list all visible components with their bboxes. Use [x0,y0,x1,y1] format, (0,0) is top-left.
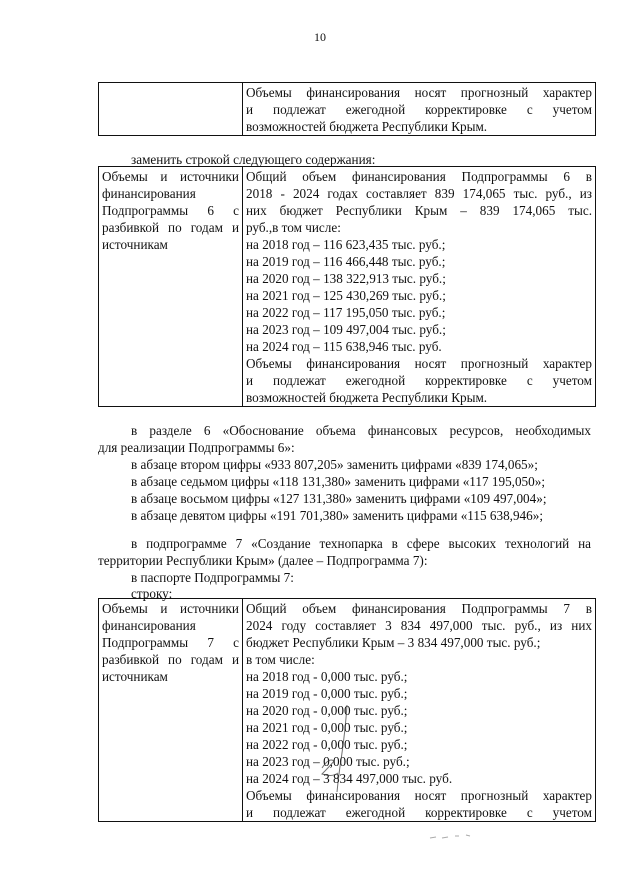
text-line: 2018 - 2024 годах составляет 839 174,065 тыс. руб., из [246,186,592,201]
replace-line: заменить строкой следующего содержания: [131,152,376,167]
text-line: на 2018 год – 116 623,435 тыс. руб.; [246,237,446,252]
table-right-cell [243,599,596,822]
text-line: в том числе: [246,652,315,667]
table-new-row-6 [98,166,596,407]
section6-line2: для реализации Подпрограммы 6»: [98,440,295,455]
text-line: на 2020 год – 138 322,913 тыс. руб.; [246,271,446,286]
text-line: Объемы финансирования носят прогнозный характер [246,788,592,803]
text-line: Общий объем финансирования Подпрограммы 7 в [246,601,592,616]
text-line: на 2023 год – 0,000 тыс. руб.; [246,754,410,769]
text-line: Объемы финансирования носят прогнозный характер [246,356,592,371]
text-line: и подлежат ежегодной корректировке с учетом [246,373,592,388]
text-line: финансирования [102,618,196,633]
section6-line1: в разделе 6 «Обоснование объема финансовых ресурсов, необходимых [131,423,591,438]
section6-item: в абзаце восьмом цифры «127 131,380» заменить цифрами «109 497,004»; [131,491,547,506]
text-line: руб.,в том числе: [246,220,341,235]
section6-item: в абзаце девятом цифры «191 701,380» заменить цифрами «115 638,946»; [131,508,543,523]
text-line: финансирования [102,186,196,201]
sub7-line3: в паспорте Подпрограммы 7: [131,570,294,585]
table-left-cell [99,167,243,407]
table-left-cell [99,599,243,822]
text-line: на 2023 год – 109 497,004 тыс. руб.; [246,322,446,337]
sub7-line2: территории Республики Крым» (далее – Подпрограмма 7): [98,553,428,568]
text-line: на 2018 год - 0,000 тыс. руб.; [246,669,408,684]
sub7-line1: в подпрограмме 7 «Создание технопарка в сфере высоких технологий на [131,536,591,551]
table-old-left-cell [99,83,243,136]
text-line: источникам [102,669,168,684]
text-line: на 2021 год – 125 430,269 тыс. руб.; [246,288,446,303]
text-line: бюджет Республики Крым – 3 834 497,000 тыс. руб.; [246,635,541,650]
text-line: и подлежат ежегодной корректировке с учетом [246,805,592,820]
text-line: источникам [102,237,168,252]
text-line: на 2019 год – 116 466,448 тыс. руб.; [246,254,446,269]
text-line: на 2021 год - 0,000 тыс. руб.; [246,720,408,735]
text-line: Объемы и источники [102,601,239,616]
section6-item: в абзаце втором цифры «933 807,205» заменить цифрами «839 174,065»; [131,457,538,472]
page-number: 10 [314,30,326,44]
text-line: Объемы финансирования носят прогнозный характер [246,85,592,100]
text-line: Подпрограммы 7 с [102,635,239,650]
text-line: на 2019 год - 0,000 тыс. руб.; [246,686,408,701]
text-line: них бюджет Республики Крым – 839 174,065 тыс. [246,203,592,218]
text-line: на 2024 год – 3 834 497,000 тыс. руб. [246,771,453,786]
text-line: на 2022 год - 0,000 тыс. руб.; [246,737,408,752]
text-line: Общий объем финансирования Подпрограммы 6 в [246,169,592,184]
text-line: возможностей бюджета Республики Крым. [246,390,488,405]
text-line: на 2024 год – 115 638,946 тыс. руб. [246,339,442,354]
text-line: разбивкой по годам и [102,220,239,235]
text-line: на 2020 год - 0,000 тыс. руб.; [246,703,408,718]
table-old-right-cell [243,83,596,136]
text-line: разбивкой по годам и [102,652,239,667]
table-row-7 [98,598,596,822]
text-line: 2024 году составляет 3 834 497,000 тыс. руб., из них [246,618,592,633]
text-line: возможностей бюджета Республики Крым. [246,119,488,134]
section6-item: в абзаце седьмом цифры «118 131,380» заменить цифрами «117 195,050»; [131,474,546,489]
text-line: и подлежат ежегодной корректировке с учетом [246,102,592,117]
text-line: Объемы и источники [102,169,239,184]
table-old-row [98,82,596,136]
table-right-cell [243,167,596,407]
text-line: Подпрограммы 6 с [102,203,239,218]
sub7-line4: строку: [131,586,173,601]
text-line: на 2022 год – 117 195,050 тыс. руб.; [246,305,446,320]
